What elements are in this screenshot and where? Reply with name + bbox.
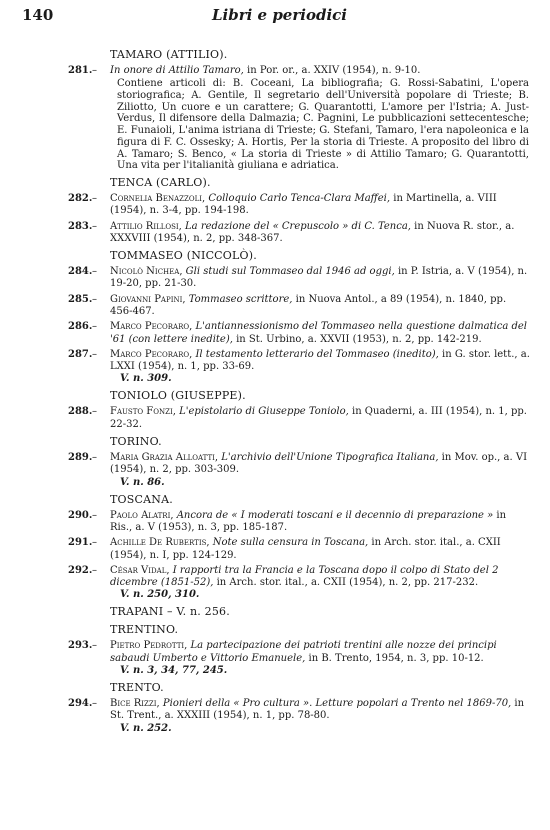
entry-title: L'archivio dell'Unione Tipografica Italiana, (218, 452, 439, 464)
entry-title: Gli studi sul Tommaseo dal 1946 ad oggi, (182, 266, 395, 278)
entry-number: 284. (68, 266, 93, 278)
entry-author: Bice Rizzi, (110, 698, 160, 710)
entry-dash: – (92, 220, 97, 232)
bibliography-entry (0, 640, 550, 665)
entry-number: 286. (68, 321, 93, 333)
entry-text (110, 65, 530, 77)
entry-title: L'antiannessionismo del Tommaseo nella questione dalmatica del '61 (con lettere inedite), (110, 321, 528, 345)
section-heading: TORINO. (110, 435, 162, 449)
entry-number: 292. (68, 564, 93, 576)
entry-title: Ancora de « I moderati toscani e il decennio di preparazione » (173, 509, 494, 521)
entry-text (110, 294, 530, 319)
entry-publication: in Ris., a. V (1953), n. 3, pp. 185-187. (110, 509, 507, 533)
entry-dash: – (92, 293, 97, 305)
entry-text (110, 698, 530, 723)
section-heading: TOMMASEO (NICCOLÒ). (110, 249, 257, 263)
entry-author: Fausto Fonzi, (110, 406, 176, 418)
entry-number: 281. (68, 65, 93, 76)
entry-publication: in St. Urbino, a. XXVII (1953), n. 2, pp. 142-219. (232, 333, 482, 345)
page-header (22, 6, 530, 28)
entry-number: 294. (68, 698, 93, 710)
entry-author: Giovanni Papini, (110, 293, 186, 305)
section-heading: TAMARO (ATTILIO). (110, 48, 228, 61)
entry-dash: – (92, 698, 97, 710)
page-number: 140 (22, 6, 54, 24)
entry-title: Note sulla censura in Toscana, (209, 537, 369, 549)
entry-number: 288. (68, 406, 93, 418)
entry-title: I rapporti tra la Francia e la Toscana dopo il colpo di Stato del 2 dicembre (1851-52), (110, 564, 499, 589)
entry-dash: – (92, 509, 97, 521)
entry-dash: – (92, 564, 97, 576)
entry-publication: in St. Trent., a. XXXIII (1954), n. 1, pp. 78-80. (110, 698, 525, 722)
section-heading: TRENTINO. (110, 623, 179, 637)
cross-reference: V. n. 250, 310. (120, 589, 200, 601)
bibliography-entry (0, 406, 550, 431)
entry-text (110, 510, 530, 535)
entry-dash: – (92, 266, 97, 278)
entry-text (110, 321, 530, 346)
entry-publication: in Por. or., a. XXIV (1954), n. 9-10. (243, 65, 421, 76)
running-title: Libri e periodici (212, 6, 347, 24)
entry-number: 293. (68, 640, 93, 652)
entry-title: Pionieri della « Pro cultura ». Letture popolari a Trento nel 1869-70, (159, 698, 512, 710)
bibliography-entry (0, 698, 550, 723)
entry-number: 282. (68, 192, 93, 204)
entry-title: La partecipazione dei patrioti trentini alle nozze dei principi sabaudi Umberto e Vittorio Emanuele, (110, 640, 497, 664)
cross-reference: V. n. 252. (120, 722, 172, 734)
entry-dash: – (92, 537, 97, 549)
cross-reference: V. n. 309. (120, 373, 172, 385)
bibliography-entry (0, 294, 550, 319)
entry-title: Tommaseo scrittore, (185, 293, 293, 305)
section-heading: TENCA (CARLO). (110, 175, 211, 189)
entry-publication: in Arch. stor. ital., a. CXII (1954), n. I, pp. 124-129. (110, 537, 501, 561)
entry-author: Maria Grazia Alloatti, (110, 452, 219, 464)
entry-publication: in G. stor. lett., a. LXXI (1954), n. 1, pp. 33-69. (110, 348, 530, 373)
entry-publication: in Martinella, a. VIII (1954), n. 3-4, pp. 194-198. (110, 192, 497, 217)
bibliography-entry (0, 537, 550, 562)
entry-text (110, 193, 530, 218)
entry-author: Pietro Pedrotti, (110, 640, 188, 652)
entry-number: 291. (68, 537, 93, 549)
entry-dash: – (92, 348, 97, 360)
section-heading: TRAPANI – V. n. 256. (110, 605, 230, 619)
entry-number: 289. (68, 452, 93, 464)
entry-text (110, 266, 530, 291)
section-heading: TOSCANA. (110, 492, 173, 506)
entry-author: César Vidal, (110, 564, 170, 576)
entry-number: 285. (68, 293, 93, 305)
bibliography-entry (0, 221, 550, 246)
entry-number: 283. (68, 220, 93, 232)
entry-author: Attilio Rillosi, (110, 220, 182, 232)
entry-description: Contiene articoli di: B. Coceani, La bibliografia; G. Rossi-Sabatini, L'opera storiografica; A. Gentile, Il segretario dell'Università popolare di Trieste; B. Ziliotto, Un cuore e un carattere; G. Quarantotti, L'amore per l'Istria; A. Just-Verdus, Il difensore della Dalmazia; C. Pagnini, Le pubblicazioni settecentesche; E. Funaioli, L'anima istriana di Trieste; G. Stefani, Tamaro, l'era napoleonica e la figura di F. C. Ossesky; A. Hortis, Per la storia di Trieste. A proposito del libro di A. Tamaro; S. Benco, « La storia di Trieste » di Attilio Tamaro; G. Quarantotti, Una vita per l'italianità giuliana e adriatica. (117, 78, 529, 172)
entry-publication: in P. Istria, a. V (1954), n. 19-20, pp. 21-30. (110, 266, 528, 290)
entry-number: 287. (68, 348, 93, 360)
section-heading: TRENTO. (110, 681, 164, 695)
entry-text (110, 349, 530, 374)
bibliography-entry (0, 321, 550, 346)
entry-text (110, 406, 530, 431)
bibliography-entry (0, 193, 550, 218)
entry-dash: – (92, 640, 97, 652)
entry-publication: in Mov. op., a. VI (1954), n. 2, pp. 303-309. (110, 452, 528, 476)
entry-dash: – (92, 192, 97, 204)
entry-title: Il testamento letterario del Tommaseo (inedito), (192, 348, 439, 360)
cross-reference: V. n. 86. (120, 476, 165, 488)
bibliography-entry (0, 65, 550, 77)
entry-author: Achille De Rubertis, (110, 537, 210, 549)
bibliography-entry (0, 349, 550, 374)
entry-dash: – (92, 321, 97, 333)
entry-publication: in B. Trento, 1954, n. 3, pp. 10-12. (305, 652, 484, 664)
entry-publication: in Arch. stor. ital., a. CXII (1954), n. 2, pp. 217-232. (213, 577, 479, 589)
entry-title: La redazione del « Crepuscolo » di C. Tenca, (181, 220, 411, 232)
entry-author: Nicolò Nichea, (110, 266, 183, 278)
entry-publication: in Nuova R. stor., a. XXXVIII (1954), n. 2, pp. 348-367. (110, 220, 515, 244)
bibliography-entry (0, 266, 550, 291)
entry-text (110, 565, 530, 590)
entry-dash: – (92, 65, 97, 76)
entry-author: Marco Pecoraro, (110, 348, 193, 360)
entry-author: Marco Pecoraro, (110, 321, 193, 333)
entry-dash: – (92, 452, 97, 464)
entry-publication: in Nuova Antol., a 89 (1954), n. 1840, pp. 456-467. (110, 293, 507, 317)
entry-author: Paolo Alatri, (110, 509, 174, 521)
entry-number: 290. (68, 509, 93, 521)
bibliography-entry (0, 452, 550, 477)
entry-author: Cornelia Benazzoli, (110, 192, 206, 204)
cross-reference: V. n. 3, 34, 77, 245. (120, 665, 228, 677)
bibliography-entry (0, 565, 550, 590)
entry-title: L'epistolario di Giuseppe Toniolo, (175, 406, 349, 418)
entry-title: In onore di Attilio Tamaro, (110, 65, 244, 76)
entry-text (110, 452, 530, 477)
entry-text (110, 640, 530, 665)
entry-dash: – (92, 406, 97, 418)
entry-text (110, 537, 530, 562)
bibliography-entry (0, 510, 550, 535)
entry-title: Colloquio Carlo Tenca-Clara Maffei, (205, 192, 391, 204)
entry-publication: in Quaderni, a. III (1954), n. 1, pp. 22-32. (110, 406, 527, 430)
section-heading: TONIOLO (GIUSEPPE). (110, 389, 246, 403)
bibliography-list (0, 48, 550, 735)
entry-text (110, 221, 530, 246)
